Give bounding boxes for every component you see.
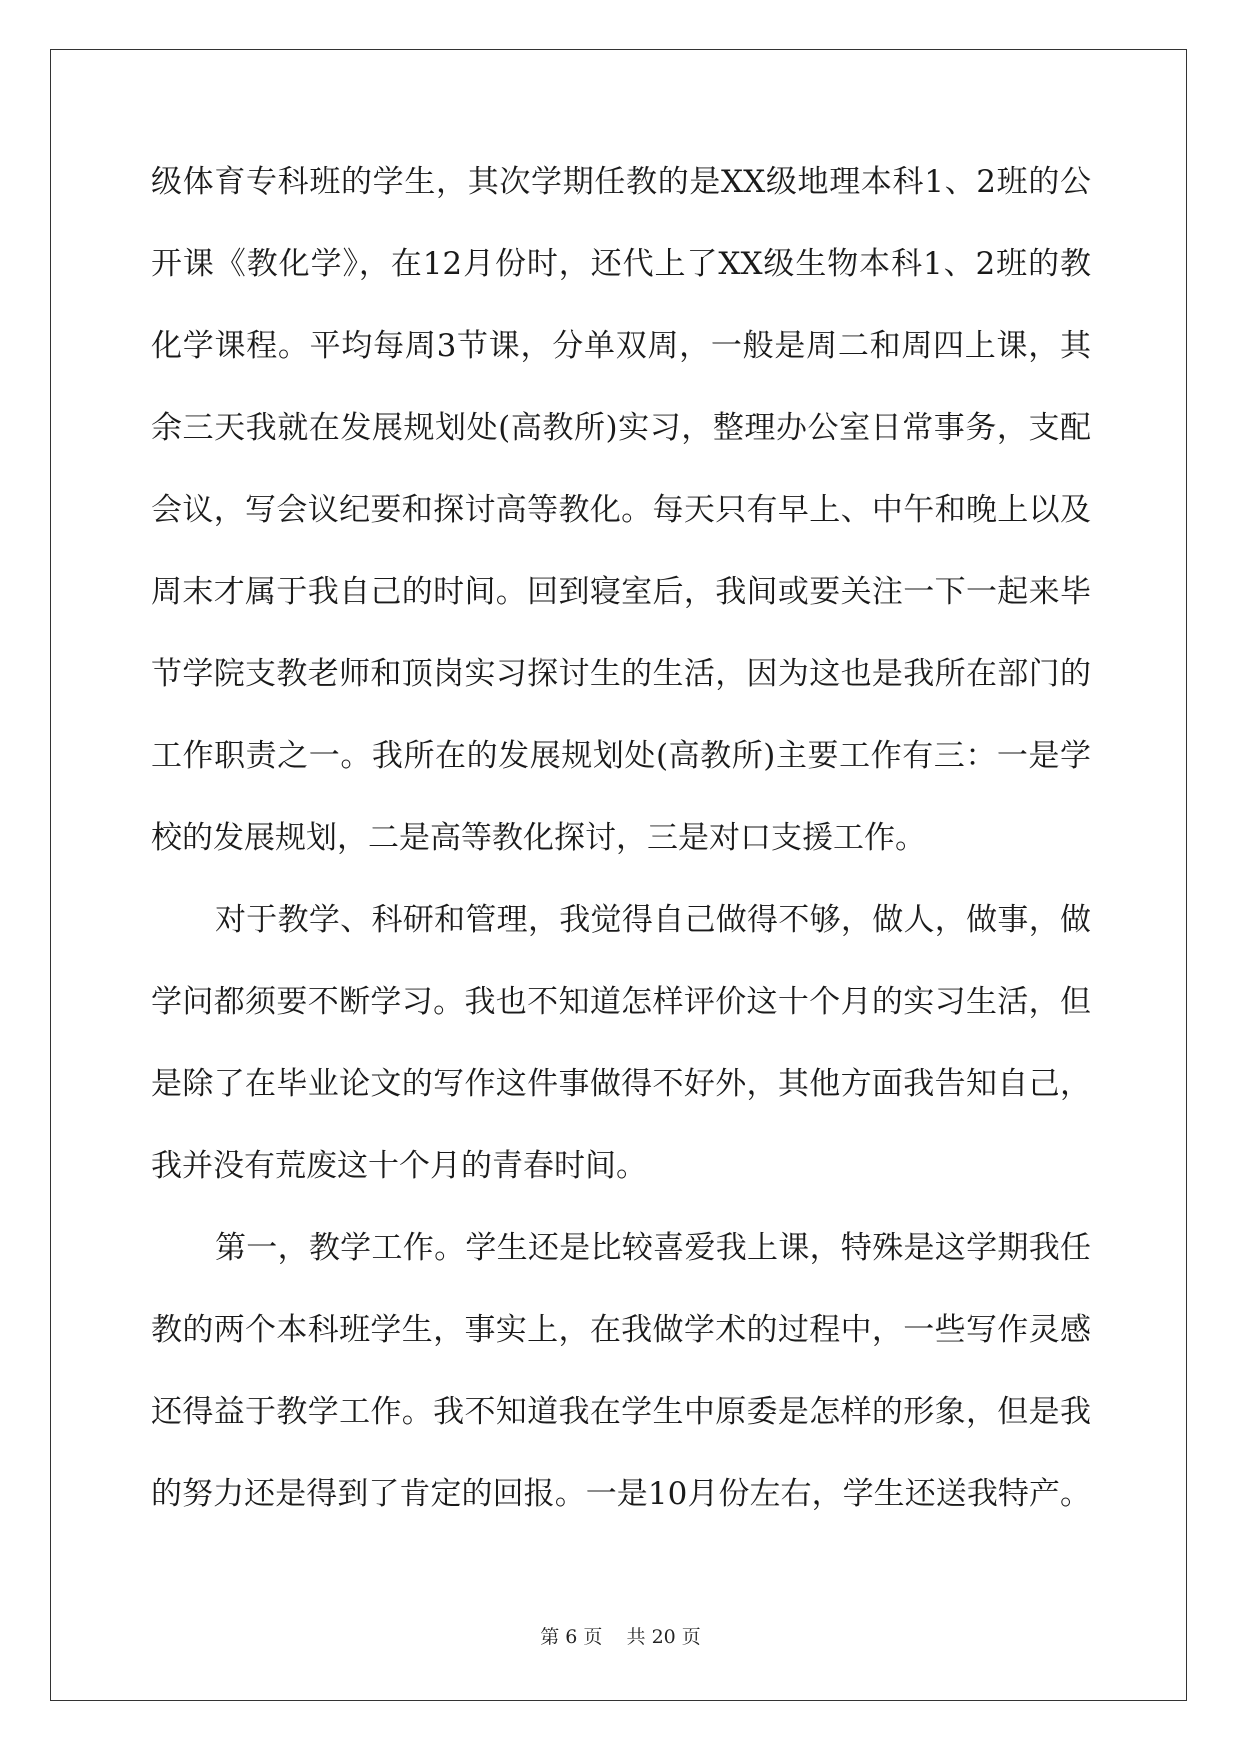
text-line: 会议，写会议纪要和探讨高等教化。每天只有早上、中午和晚上以及: [151, 492, 1091, 528]
page-total: 共 20 页: [626, 1626, 701, 1648]
text-line: 学问都须要不断学习。我也不知道怎样评价这十个月的实习生活，但: [151, 984, 1091, 1020]
text-line: 是除了在毕业论文的写作这件事做得不好外，其他方面我告知自己，: [151, 1066, 1091, 1102]
text-line: 教的两个本科班学生，事实上，在我做学术的过程中，一些写作灵感: [151, 1312, 1091, 1348]
body-text: [151, 162, 1091, 1556]
page-footer: [0, 1622, 1241, 1649]
text-line: 校的发展规划，二是高等教化探讨，三是对口支援工作。: [151, 820, 926, 856]
text-line: 的努力还是得到了肯定的回报。一是10月份左右，学生还送我特产。: [151, 1476, 1091, 1512]
text-line: 还得益于教学工作。我不知道我在学生中原委是怎样的形象，但是我: [151, 1394, 1091, 1430]
text-line: 余三天我就在发展规划处(高教所)实习，整理办公室日常事务，支配: [151, 410, 1091, 446]
text-line: 工作职责之一。我所在的发展规划处(高教所)主要工作有三：一是学: [151, 738, 1091, 774]
footer-gap: [602, 1626, 626, 1648]
text-line: 周末才属于我自己的时间。回到寝室后，我间或要关注一下一起来毕: [151, 574, 1091, 610]
text-line: 级体育专科班的学生，其次学期任教的是XX级地理本科1、2班的公: [151, 164, 1091, 200]
text-line: 对于教学、科研和管理，我觉得自己做得不够，做人，做事，做: [215, 902, 1091, 938]
text-line: 节学院支教老师和顶岗实习探讨生的生活，因为这也是我所在部门的: [151, 656, 1091, 692]
text-line: 第一，教学工作。学生还是比较喜爱我上课，特殊是这学期我任: [215, 1230, 1091, 1266]
text-line: 化学课程。平均每周3节课，分单双周，一般是周二和周四上课，其: [151, 328, 1091, 364]
text-line: 我并没有荒废这十个月的青春时间。: [151, 1148, 647, 1184]
page-number: 第 6 页: [540, 1626, 603, 1648]
text-line: 开课《教化学》，在12月份时，还代上了XX级生物本科1、2班的教: [151, 246, 1091, 282]
